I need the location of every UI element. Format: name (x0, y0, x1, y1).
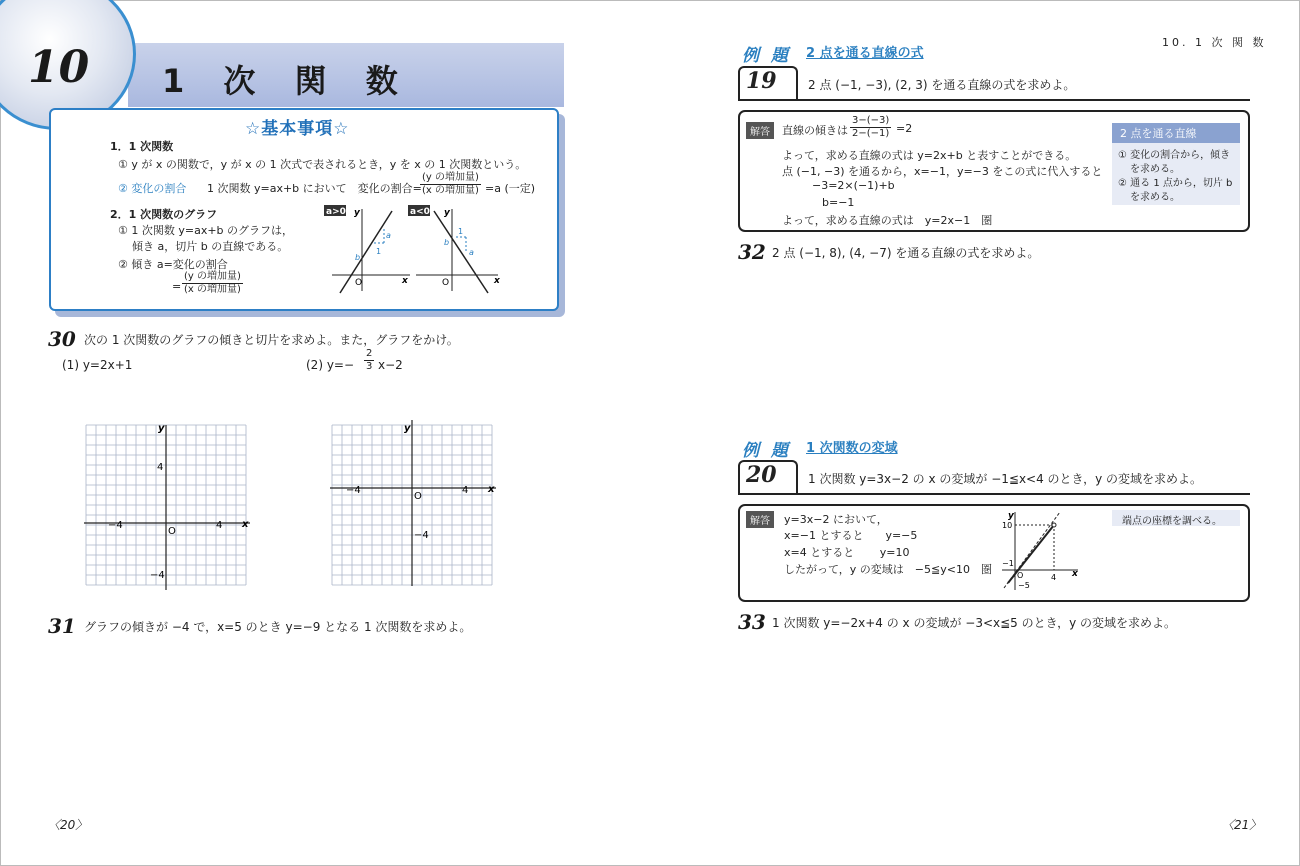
rate-fraction (420, 172, 481, 197)
grid1-label-y: y (158, 423, 165, 434)
q30-number: 30 (48, 327, 76, 351)
chapter-number: 10 (28, 42, 90, 93)
ex19-note2: ② 通る 1 点から，切片 b (1118, 178, 1233, 189)
grid2-tick-yn4: −4 (414, 530, 429, 541)
graph1-label: a>0 (326, 207, 346, 217)
run-label-1: 1 (376, 247, 382, 256)
grid2-label-x: x (488, 484, 495, 495)
q30-part2-tail: x−2 (378, 358, 403, 372)
grid1-label-x: x (242, 519, 249, 530)
line-positive (340, 211, 392, 293)
example19-title: 2 点を通る直線の式 (806, 46, 924, 61)
q30-grid1 (84, 420, 254, 592)
ex20-tick-n5: −5 (1018, 581, 1030, 590)
grid2-label-y: y (404, 423, 411, 434)
ex19-slope-fraction (850, 115, 891, 140)
q30-text: 次の 1 次関数のグラフの傾きと切片を求めよ。また，グラフをかけ。 (84, 333, 459, 347)
slope-fraction-denominator: (x の増加量) (184, 284, 241, 295)
ex19-note2b: を求める。 (1130, 192, 1180, 203)
section2-heading: 2．1 次関数のグラフ (110, 208, 218, 221)
ex20-label-x: x (1072, 569, 1078, 579)
section1-item2-text: 1 次関数 y=ax+b において 変化の割合= (207, 182, 422, 195)
rate-fraction-denominator: (x の増加量) (422, 185, 479, 196)
q30-fraction-num: 2 (366, 348, 373, 359)
running-header: 10. 1 次 関 数 (1162, 36, 1267, 49)
origin-label: O (442, 278, 450, 288)
grid2-tick-x4: 4 (462, 485, 469, 496)
axis-label-y: y (354, 208, 360, 218)
page-number-left: 〈20〉 (48, 818, 88, 832)
example19-number: 19 (746, 68, 777, 94)
section1-item1: ① y が x の関数で，y が x の 1 次式で表されるとき，y を x の 1 次関数という。 (118, 158, 527, 171)
run-label-1: 1 (458, 227, 464, 236)
ex20-origin: O (1017, 571, 1024, 580)
example19-question: 2 点 (−1, −3), (2, 3) を通る直線の式を求めよ。 (808, 78, 1076, 92)
grid1-tick-x4: 4 (216, 520, 223, 531)
ex20-graph (1000, 508, 1088, 594)
graph-negative-slope (406, 203, 506, 297)
example19-answer-tag: 解答 (746, 122, 774, 139)
section1-heading: 1．1 次関数 (110, 140, 174, 153)
section2-item2: ② 傾き a=変化の割合 (118, 258, 228, 271)
section2-item1b: 傾き a，切片 b の直線である。 (132, 240, 289, 253)
origin-label: O (355, 278, 363, 288)
grid1-origin: O (168, 526, 176, 537)
ex20-label-y: y (1008, 511, 1014, 521)
ex19-note-head: 2 点を通る直線 (1112, 123, 1240, 143)
slope-label-a: a (469, 248, 474, 257)
ex20-line3: x=4 とすると y=10 (784, 546, 910, 559)
example20-rule (738, 493, 1250, 495)
intercept-label-b: b (355, 253, 361, 262)
rate-fraction-numerator: (y の増加量) (422, 172, 479, 183)
ex19-line6: よって，求める直線の式は y=2x−1 圏 (782, 214, 993, 227)
q30-part2-fraction (364, 348, 374, 373)
ex19-line5: b=−1 (822, 196, 855, 209)
ex20-tick-n1: −1 (1002, 559, 1014, 568)
section2-item1a: ① 1 次関数 y=ax+b のグラフは， (118, 224, 294, 237)
intercept-label-b: b (444, 238, 450, 247)
ex19-line3: 点 (−1, −3) を通るから，x=−1，y=−3 をこの式に代入すると (782, 165, 1103, 178)
q30-grid2 (330, 420, 500, 592)
slope-fraction (182, 271, 243, 296)
example19-label: 例 題 (742, 46, 791, 66)
grid1-tick-xn4: −4 (108, 520, 123, 531)
ex20-tick-10: 10 (1002, 521, 1013, 530)
axis-label-x: x (402, 276, 408, 286)
q32-number: 32 (738, 240, 766, 264)
axis-label-x: x (494, 276, 500, 286)
graph2-label: a<0 (410, 207, 430, 217)
q33-text: 1 次関数 y=−2x+4 の x の変域が −3<x≦5 のとき，y の変域を求めよ。 (772, 616, 1177, 630)
slope-fraction-numerator: (y の増加量) (184, 271, 241, 282)
section2-equals: = (172, 280, 182, 293)
rate-constant: =a (一定) (485, 182, 536, 195)
q30-fraction-den: 3 (366, 361, 373, 372)
grid2-origin: O (414, 491, 422, 502)
ex20-open-point (1052, 523, 1056, 527)
q31-text: グラフの傾きが −4 で，x=5 のとき y=−9 となる 1 次関数を求めよ。 (84, 620, 472, 634)
q33-number: 33 (738, 610, 766, 634)
grid2-tick-xn4: −4 (346, 485, 361, 496)
grid1-tick-y4: 4 (157, 462, 164, 473)
q30-part2-head: (2) y=− (306, 358, 355, 372)
ex20-note: 端点の座標を調べる。 (1122, 516, 1222, 527)
example20-question: 1 次関数 y=3x−2 の x の変域が −1≦x<4 のとき，y の変域を求めよ。 (808, 472, 1202, 486)
ex19-note1: ① 変化の割合から，傾き (1118, 150, 1231, 161)
section1-item2-label: ② 変化の割合 (118, 182, 187, 195)
ex20-line2: x=−1 とすると y=−5 (784, 529, 918, 542)
ex19-note1b: を求める。 (1130, 164, 1180, 175)
q32-text: 2 点 (−1, 8), (4, −7) を通る直線の式を求めよ。 (772, 246, 1040, 260)
q31-number: 31 (48, 614, 76, 638)
ex19-frac-num: 3−(−3) (852, 115, 890, 126)
example20-label: 例 題 (742, 441, 791, 461)
example20-number: 20 (746, 462, 777, 488)
page-number-right: 〈21〉 (1222, 818, 1262, 832)
ex20-tick-4: 4 (1051, 573, 1057, 582)
ex19-line4: −3=2×(−1)+b (812, 179, 895, 192)
ex20-line4: したがって，y の変域は −5≦y<10 圏 (784, 563, 992, 576)
ex20-line1: y=3x−2 において， (784, 513, 888, 526)
grid1-tick-yn4: −4 (150, 570, 165, 581)
ex19-line1b: =2 (896, 122, 913, 135)
example20-title: 1 次関数の変域 (806, 441, 898, 456)
slope-label-a: a (386, 231, 391, 240)
ex19-line2: よって，求める直線の式は y=2x+b と表すことができる。 (782, 149, 1077, 162)
example19-rule (738, 99, 1250, 101)
chapter-title: 1 次 関 数 (162, 62, 412, 100)
example20-answer-tag: 解答 (746, 511, 774, 528)
ex19-frac-den: 2−(−1) (852, 128, 890, 139)
ex19-line1a: 直線の傾きは (782, 124, 848, 137)
basic-items-title: ☆基本事項☆ (245, 119, 350, 139)
axis-label-y: y (444, 208, 450, 218)
q30-part1: (1) y=2x+1 (62, 358, 133, 372)
